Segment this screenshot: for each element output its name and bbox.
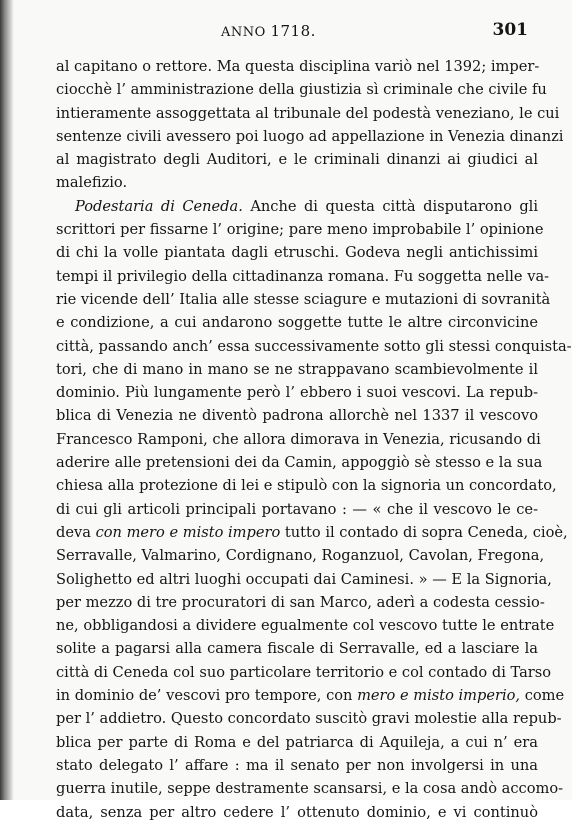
text-segment: sentenze civili avessero poi luogo ad appellazione in Venezia dinanzi (56, 127, 564, 145)
text-segment: Solighetto ed altri luoghi occupati dai Caminesi. » — E la Signoria, (56, 570, 552, 588)
text-line (56, 102, 560, 125)
text-segment: data, senza per altro cedere l’ ottenuto dominio, e vi continuò (56, 803, 538, 821)
text-line (56, 731, 538, 754)
running-head-year: 1718. (270, 22, 316, 40)
text-line (56, 568, 552, 591)
text-line (56, 754, 538, 777)
text-line (56, 241, 538, 264)
text-segment: ne, obbligandosi a dividere egualmente col vescovo tutte le entrate (56, 617, 555, 635)
text-line (56, 521, 568, 544)
text-segment: stato delegato l’ affare : ma il senato per non involgersi in una (56, 756, 538, 774)
text-line (56, 218, 544, 241)
text-line (56, 335, 572, 358)
text-line (56, 171, 538, 194)
text-segment: al magistrato degli Auditori, e le criminali dinanzi ai giudici al (56, 151, 538, 169)
text-line (56, 358, 538, 381)
text-line (56, 451, 543, 474)
text-segment: Francesco Ramponi, che allora dimorava in Venezia, ricusando di (56, 430, 541, 448)
text-segment: città, passando anch’ essa successivamente sotto gli stessi conquista- (56, 337, 572, 355)
text-segment: scrittori per fissarne l’ origine; pare meno improbabile l’ opinione (56, 221, 544, 239)
text-segment: chiesa alla protezione di lei e stipulò con la signoria un concordato, (56, 477, 557, 495)
text-line (56, 288, 551, 311)
running-head-prefix: ANNO (221, 25, 266, 40)
text-line (56, 801, 538, 824)
text-segment: in dominio de’ vescovi pro tempore, con (56, 687, 358, 705)
text-segment: blica di Venezia ne diventò padrona allorchè nel 1337 il vescovo (56, 407, 538, 425)
text-line (56, 498, 538, 521)
text-segment: Serravalle, Valmarino, Cordignano, Roganzuol, Cavolan, Fregona, (56, 547, 545, 565)
text-line (56, 148, 538, 171)
text-line (56, 684, 565, 707)
text-line (56, 265, 550, 288)
text-segment: intieramente assoggettata al tribunale del podestà veneziano, le cui (56, 104, 560, 122)
text-segment: rie vicende dell’ Italia alle stesse sciagure e mutazioni di sovranità (56, 290, 551, 308)
text-segment: di chi la volle piantata dagli etruschi. Godeva negli antichissimi (56, 244, 538, 262)
text-line (56, 707, 562, 730)
page-header (0, 20, 572, 44)
text-segment: al capitano o rettore. Ma questa disciplina variò nel 1392; imper- (56, 58, 540, 75)
text-segment: città di Ceneda col suo particolare territorio e col contado di Tarso (56, 663, 552, 681)
text-segment: solite a pagarsi alla camera fiscale di Serravalle, ed a lasciare la (56, 640, 538, 658)
running-head (221, 22, 316, 40)
body-text (56, 55, 572, 824)
text-segment: tori, che di mano in mano se ne strappavano scambievolmente il (56, 360, 538, 378)
italic-segment: con mero e misto impero (95, 523, 281, 541)
text-segment: come (520, 687, 565, 705)
text-segment: malefizio. (56, 174, 128, 192)
text-segment: di cui gli articoli principali portavano : — « che il vescovo le ce- (56, 500, 538, 518)
text-line (56, 195, 538, 218)
text-line (56, 614, 555, 637)
text-line (56, 55, 538, 78)
text-segment: per mezzo di tre procuratori di san Marco, aderì a codesta cessio- (56, 593, 545, 611)
italic-segment: Podestaria di Ceneda. (75, 197, 243, 215)
text-segment: deva (56, 523, 96, 541)
text-segment: per l’ addietro. Questo concordato suscitò gravi molestie alla repub- (56, 710, 562, 728)
text-line (56, 637, 538, 660)
text-line (56, 591, 545, 614)
italic-segment: mero e misto imperio, (357, 687, 521, 705)
text-segment: e condizione, a cui andarono soggette tutte le altre circonvicine (56, 314, 538, 332)
text-line (56, 125, 564, 148)
text-segment: blica per parte di Roma e del patriarca di Aquileja, a cui n’ era (56, 733, 538, 751)
text-segment: Anche di questa città disputarono gli (242, 197, 539, 215)
text-segment: guerra inutile, seppe destramente scansarsi, e la cosa andò accomo- (56, 780, 564, 798)
text-line (56, 381, 538, 404)
text-segment: aderire alle pretensioni dei da Camin, appoggiò sè stesso e la sua (56, 454, 543, 472)
text-segment: ciocchè l’ amministrazione della giustizia sì criminale che civile fu (56, 81, 547, 99)
text-line (56, 777, 564, 800)
text-segment: dominio. Più lungamente però l’ ebbero i suoi vescovi. La repub- (56, 384, 538, 402)
text-line (56, 474, 557, 497)
text-segment: tutto il contado di sopra Ceneda, cioè, (280, 523, 568, 541)
text-line (56, 661, 552, 684)
text-segment: tempi il privilegio della cittadinanza romana. Fu soggetta nelle va- (56, 267, 550, 285)
text-line (56, 404, 538, 427)
text-line (56, 544, 545, 567)
text-line (56, 78, 547, 101)
text-line (56, 311, 538, 334)
page-number: 301 (492, 20, 528, 40)
text-line (56, 428, 541, 451)
spine-shadow (0, 0, 14, 800)
